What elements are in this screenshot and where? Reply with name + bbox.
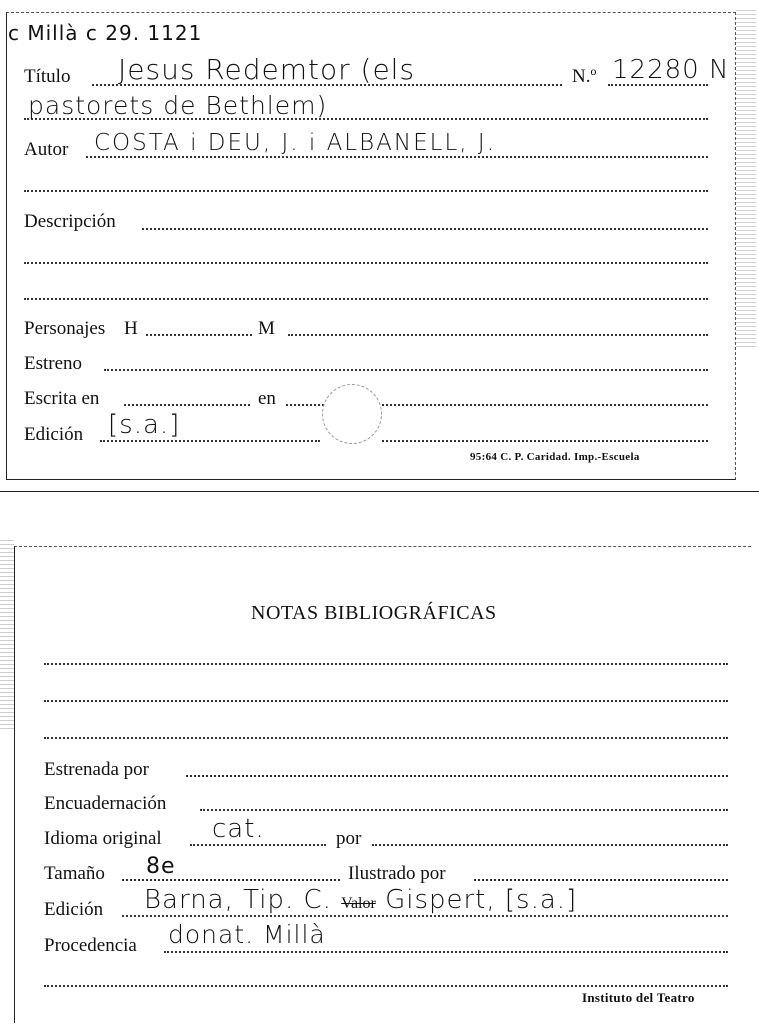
personajes-label: Personajes [24,318,106,339]
notas-line-1 [44,663,728,665]
h-line [146,334,252,336]
blank-line-2 [24,262,708,264]
procedencia-label: Procedencia [44,935,137,956]
ilustrado-label: Ilustrado por [348,863,446,884]
edicion-label-2: Edición [44,899,104,920]
descripcion-label: Descripción [24,211,116,232]
titulo-value-1: Jesus Redemtor (els [118,53,416,86]
tamano-value: 8e [146,854,176,879]
procedencia-value: donat. Millà [168,920,326,949]
en-label: en [258,388,276,409]
edicion-value-2a: Barna, Tip. C. [144,885,332,915]
encuadernacion-label: Encuadernación [44,793,167,814]
punch-hole [322,384,382,444]
procedencia-line [164,951,728,953]
idioma-value: cat. [212,814,265,844]
edicion-value-1: [s.a.] [108,410,181,440]
notas-line-3 [44,737,728,739]
descripcion-line [142,228,708,230]
blank-line-3 [24,298,708,300]
scan-noise-right [736,10,756,350]
numero-label: N.º [572,66,597,87]
edicion-line-1b [382,440,708,442]
edicion-value-struck: Valor [341,895,376,912]
autor-label: Autor [24,139,69,160]
institution-imprint: Instituto del Teatro [582,990,695,1005]
blank-line-1 [24,190,708,192]
corner-note: c Millà c 29. 1121 [8,21,203,45]
ilustrado-line [474,879,728,881]
edicion-line-1 [100,440,320,442]
edicion-value-2 [144,885,577,919]
idioma-line [190,844,326,846]
escrita-line [124,404,250,406]
encuadernacion-line [200,809,728,811]
edicion-value-2b: Gispert, [s.a.] [385,885,578,915]
m-label: M [258,318,275,339]
por-line [372,844,728,846]
notas-heading: NOTAS BIBLIOGRÁFICAS [251,602,497,624]
numero-value: 12280 N [612,55,730,85]
h-label: H [124,318,138,339]
estreno-label: Estreno [24,353,83,374]
estrenada-label: Estrenada por [44,759,149,780]
edicion-label-1: Edición [24,424,84,445]
estrenada-line [186,775,728,777]
estreno-line [104,369,708,371]
printer-imprint: 95:64 C. P. Caridad. Imp.-Escuela [470,451,640,463]
m-line [288,334,708,336]
idioma-label: Idioma original [44,828,162,849]
titulo-label: Título [24,66,71,87]
scan-noise-left [0,540,14,730]
notas-line-2 [44,700,728,702]
autor-value: COSTA i DEU, J. i ALBANELL, J. [94,130,497,156]
bottom-line [44,985,728,987]
card-separator-top [0,491,759,492]
titulo-value-2: pastorets de Bethlem) [28,91,328,120]
escrita-label: Escrita en [24,388,100,409]
por-label: por [336,828,362,849]
tamano-label: Tamaño [44,863,105,884]
